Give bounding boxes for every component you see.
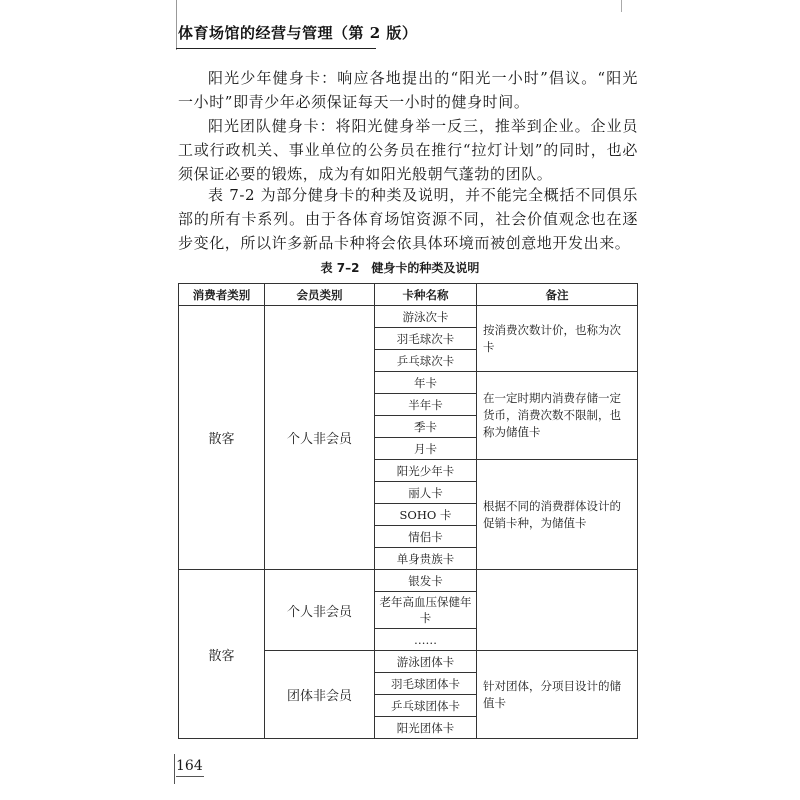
card-cell: 单身贵族卡 (375, 548, 477, 570)
page-number: 164 (176, 758, 203, 774)
card-cell: 月卡 (375, 438, 477, 460)
fitness-card-table (178, 283, 638, 739)
col-header-consumer: 消费者类别 (179, 284, 265, 306)
paragraph-sunshine-youth: 阳光少年健身卡：响应各地提出的“阳光一小时”倡议。“阳光一小时”即青少年必须保证每天一小时的健身时间。 (178, 69, 638, 111)
note-cell: 根据不同的消费群体设计的促销卡种，为储值卡 (477, 460, 638, 570)
card-cell: 季卡 (375, 416, 477, 438)
note-cell: 针对团体，分项目设计的储值卡 (477, 651, 638, 739)
paragraph-sunshine-team: 阳光团队健身卡：将阳光健身举一反三，推举到企业。企业员工或行政机关、事业单位的公务员在推行“拉灯计划”的同时，也必须保证必要的锻炼，成为有如阳光般朝气蓬勃的团队。 (178, 117, 638, 183)
card-cell: 丽人卡 (375, 482, 477, 504)
card-cell: 游泳次卡 (375, 306, 477, 328)
consumer-cell: 散客 (179, 306, 265, 570)
col-header-card: 卡种名称 (375, 284, 477, 306)
card-cell: 游泳团体卡 (375, 651, 477, 673)
member-cell: 个人非会员 (265, 306, 375, 570)
running-header (178, 22, 417, 43)
member-cell: 个人非会员 (265, 570, 375, 651)
col-header-member: 会员类别 (265, 284, 375, 306)
table-row (179, 306, 638, 328)
card-cell: 阳光团体卡 (375, 717, 477, 739)
header-underline (176, 48, 376, 49)
book-title: 体育场馆的经营与管理 (178, 24, 334, 42)
note-cell: 在一定时期内消费存储一定货币，消费次数不限制，也称为储值卡 (477, 372, 638, 460)
member-cell: 团体非会员 (265, 651, 375, 739)
card-cell: 羽毛球团体卡 (375, 673, 477, 695)
header-right-tick (621, 0, 622, 12)
card-cell: 银发卡 (375, 570, 477, 592)
card-cell: 乒乓球团体卡 (375, 695, 477, 717)
consumer-cell: 散客 (179, 570, 265, 739)
card-cell: 阳光少年卡 (375, 460, 477, 482)
card-cell: 年卡 (375, 372, 477, 394)
card-cell: 老年高血压保健年卡 (375, 592, 477, 629)
footer-rule-vertical (174, 754, 175, 784)
col-header-note: 备注 (477, 284, 638, 306)
footer-rule-horizontal (176, 776, 204, 777)
edition-label: （第 2 版） (333, 24, 418, 42)
card-cell: 半年卡 (375, 394, 477, 416)
card-cell: 羽毛球次卡 (375, 328, 477, 350)
card-cell: 情侣卡 (375, 526, 477, 548)
card-cell: 乒乓球次卡 (375, 350, 477, 372)
table-caption: 表 7–2 健身卡的种类及说明 (320, 261, 480, 275)
header-left-rule (176, 0, 177, 50)
card-cell: SOHO 卡 (375, 504, 477, 526)
note-cell: 按消费次数计价，也称为次卡 (477, 306, 638, 372)
note-cell-empty (477, 570, 638, 651)
paragraph-table-intro: 表 7-2 为部分健身卡的种类及说明，并不能完全概括不同俱乐部的所有卡系列。由于各体育场馆资源不同，社会价值观念也在逐步变化，所以许多新品卡种将会依具体环境而被创意地开发出来。 (178, 186, 638, 252)
table-header-row (179, 284, 638, 306)
card-cell: …… (375, 629, 477, 651)
table-row (179, 570, 638, 592)
